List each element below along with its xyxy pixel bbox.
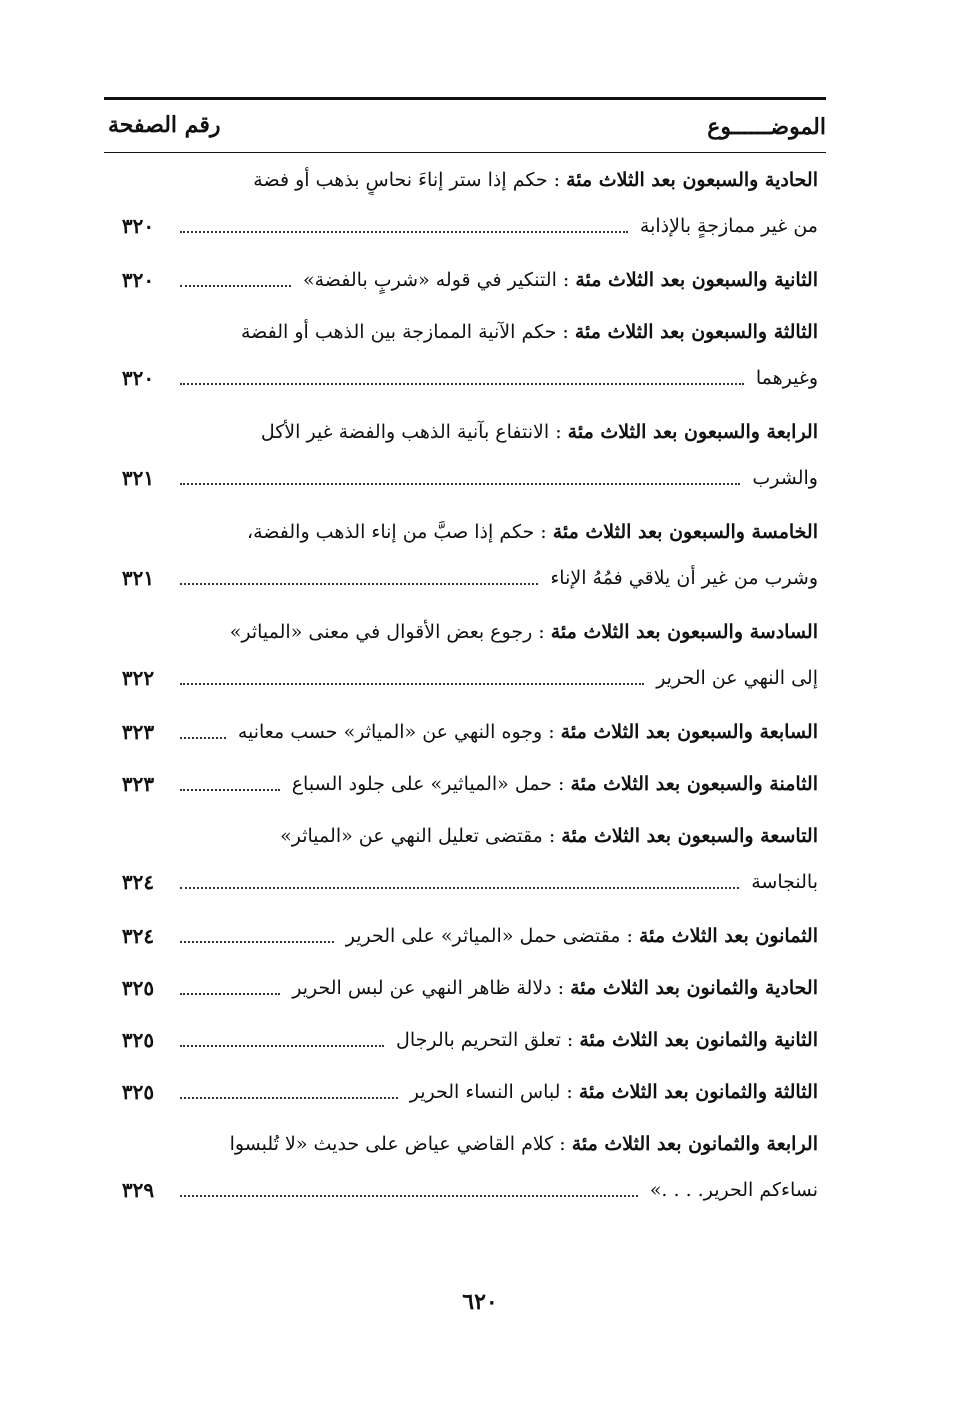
toc-entry-heading: الثالثة والثمانون بعد الثلاث مئة : لباس النساء الحرير	[409, 1081, 818, 1103]
toc-entry-heading: الثانية والثمانون بعد الثلاث مئة : تعلق التحريم بالرجال	[396, 1029, 818, 1051]
toc-entry-heading: الرابعة والثمانون بعد الثلاث مئة : كلام القاضي عياض على حديث «لا تُلبسوا	[229, 1133, 818, 1155]
toc-entry-heading: الثانية والسبعون بعد الثلاث مئة : التنكير في قوله «شربٍ بالفضة»	[302, 269, 818, 291]
entry-description: كلام القاضي عياض على حديث «لا تُلبسوا	[229, 1133, 554, 1155]
toc-entry-heading: الحادية والثمانون بعد الثلاث مئة : دلالة ظاهر النهي عن لبس الحرير	[292, 977, 818, 999]
entry-description-continued	[180, 867, 818, 897]
entry-description: حمل «المياثير» على جلود السباع	[291, 773, 552, 795]
page-column-header: رقم الصفحة	[108, 112, 221, 138]
entry-page-number: ٣٢٠	[121, 268, 155, 292]
entry-title: الثمانون بعد الثلاث مئة	[638, 925, 818, 947]
entry-description: حكم إذا صبَّ من إناء الذهب والفضة،	[246, 521, 535, 543]
entry-page-number: ٣٢٠	[121, 366, 155, 390]
entry-page-number: ٣٢٣	[121, 720, 155, 744]
entry-page-number: ٣٢١	[121, 566, 155, 590]
entry-description-tail: إلى النهي عن الحرير	[656, 667, 818, 689]
toc-entry-heading: الثالثة والسبعون بعد الثلاث مئة : حكم الآنية الممازجة بين الذهب أو الفضة	[240, 321, 818, 343]
dot-leader	[180, 231, 628, 233]
top-rule	[104, 97, 826, 100]
entry-page-number: ٣٢٩	[121, 1178, 155, 1202]
entry-page-number: ٣٢١	[121, 466, 155, 490]
dot-leader	[180, 737, 226, 739]
dot-leader	[180, 683, 644, 685]
entry-title: السابعة والسبعون بعد الثلاث مئة	[560, 721, 818, 743]
entry-description: وجوه النهي عن «المياثر» حسب معانيه	[237, 721, 543, 743]
topic-column-header: الموضــــــوع	[707, 114, 826, 140]
entry-title: الثامنة والسبعون بعد الثلاث مئة	[570, 773, 818, 795]
toc-entry-heading: الحادية والسبعون بعد الثلاث مئة : حكم إذا ستر إناءَ نحاسٍ بذهب أو فضة	[253, 169, 818, 191]
entry-page-number: ٣٢٢	[121, 666, 155, 690]
entry-description-tail: والشرب	[752, 467, 818, 489]
entry-description: رجوع بعض الأقوال في معنى «المياثر»	[229, 621, 533, 643]
entry-description: التنكير في قوله «شربٍ بالفضة»	[302, 269, 557, 291]
entry-page-number: ٣٢٠	[121, 214, 155, 238]
entry-description-continued	[180, 563, 818, 593]
entry-description: الانتفاع بآنية الذهب والفضة غير الأكل	[260, 421, 550, 443]
toc-entry-heading: الخامسة والسبعون بعد الثلاث مئة : حكم إذا صبَّ من إناء الذهب والفضة،	[246, 521, 818, 543]
entry-description: تعلق التحريم بالرجال	[396, 1029, 561, 1051]
entry-title: الخامسة والسبعون بعد الثلاث مئة	[552, 521, 818, 543]
entry-page-number: ٣٢٥	[121, 1028, 155, 1052]
dot-leader	[180, 1195, 638, 1197]
dot-leader	[180, 993, 280, 995]
entry-description-tail: وشرب من غير أن يلاقي فمُهُ الإناء	[550, 567, 818, 589]
entry-description-continued	[180, 363, 818, 393]
dot-leader	[180, 1097, 398, 1099]
entry-page-number: ٣٢٥	[121, 1080, 155, 1104]
toc-entry-heading: الرابعة والسبعون بعد الثلاث مئة : الانتفاع بآنية الذهب والفضة غير الأكل	[260, 421, 818, 443]
toc-entry-heading: السابعة والسبعون بعد الثلاث مئة : وجوه النهي عن «المياثر» حسب معانيه	[237, 721, 818, 743]
toc-entry-heading: الثامنة والسبعون بعد الثلاث مئة : حمل «المياثير» على جلود السباع	[291, 773, 818, 795]
dot-leader	[180, 789, 280, 791]
dot-leader	[180, 285, 291, 287]
dot-leader	[180, 583, 538, 585]
entry-description-continued	[180, 463, 818, 493]
dot-leader	[180, 383, 744, 385]
entry-description-tail: بالنجاسة	[751, 871, 818, 893]
entry-page-number: ٣٢٤	[121, 924, 155, 948]
entry-title: الرابعة والسبعون بعد الثلاث مئة	[567, 421, 818, 443]
entry-description-tail: من غير ممازجةٍ بالإذابة	[639, 215, 818, 237]
entry-description: لباس النساء الحرير	[409, 1081, 561, 1103]
entry-title: الحادية والثمانون بعد الثلاث مئة	[570, 977, 818, 999]
entry-title: الثانية والثمانون بعد الثلاث مئة	[579, 1029, 818, 1051]
entry-description-tail: وغيرهما	[755, 367, 818, 389]
entry-description-tail: نساءكم الحرير. . . .»	[649, 1179, 818, 1201]
entry-page-number: ٣٢٣	[121, 772, 155, 796]
entry-title: السادسة والسبعون بعد الثلاث مئة	[550, 621, 818, 643]
entry-description-continued	[180, 1175, 818, 1205]
entry-title: الحادية والسبعون بعد الثلاث مئة	[566, 169, 818, 191]
dot-leader	[180, 1045, 384, 1047]
page-number: ٦٢٠	[462, 1289, 498, 1315]
entry-title: الثانية والسبعون بعد الثلاث مئة	[575, 269, 818, 291]
entry-title: الثالثة والسبعون بعد الثلاث مئة	[574, 321, 818, 343]
toc-entry-heading: الثمانون بعد الثلاث مئة : مقتضى حمل «المياثر» على الحرير	[345, 925, 818, 947]
entry-title: الثالثة والثمانون بعد الثلاث مئة	[578, 1081, 818, 1103]
dot-leader	[180, 483, 740, 485]
entry-description-continued	[180, 211, 818, 241]
entry-description: دلالة ظاهر النهي عن لبس الحرير	[292, 977, 552, 999]
entry-page-number: ٣٢٥	[121, 976, 155, 1000]
dot-leader	[180, 887, 739, 889]
entry-description-continued	[180, 663, 818, 693]
entry-page-number: ٣٢٤	[121, 870, 155, 894]
entry-description: حكم الآنية الممازجة بين الذهب أو الفضة	[240, 321, 557, 343]
entry-description: مقتضى حمل «المياثر» على الحرير	[345, 925, 621, 947]
dot-leader	[180, 941, 334, 943]
entry-title: الرابعة والثمانون بعد الثلاث مئة	[571, 1133, 818, 1155]
entry-description: حكم إذا ستر إناءَ نحاسٍ بذهب أو فضة	[253, 169, 548, 191]
toc-entry-heading: السادسة والسبعون بعد الثلاث مئة : رجوع بعض الأقوال في معنى «المياثر»	[229, 621, 818, 643]
toc-entry-heading: التاسعة والسبعون بعد الثلاث مئة : مقتضى تعليل النهي عن «المياثر»	[280, 825, 818, 847]
entry-description: مقتضى تعليل النهي عن «المياثر»	[280, 825, 543, 847]
entry-title: التاسعة والسبعون بعد الثلاث مئة	[561, 825, 818, 847]
header-rule	[104, 152, 826, 153]
